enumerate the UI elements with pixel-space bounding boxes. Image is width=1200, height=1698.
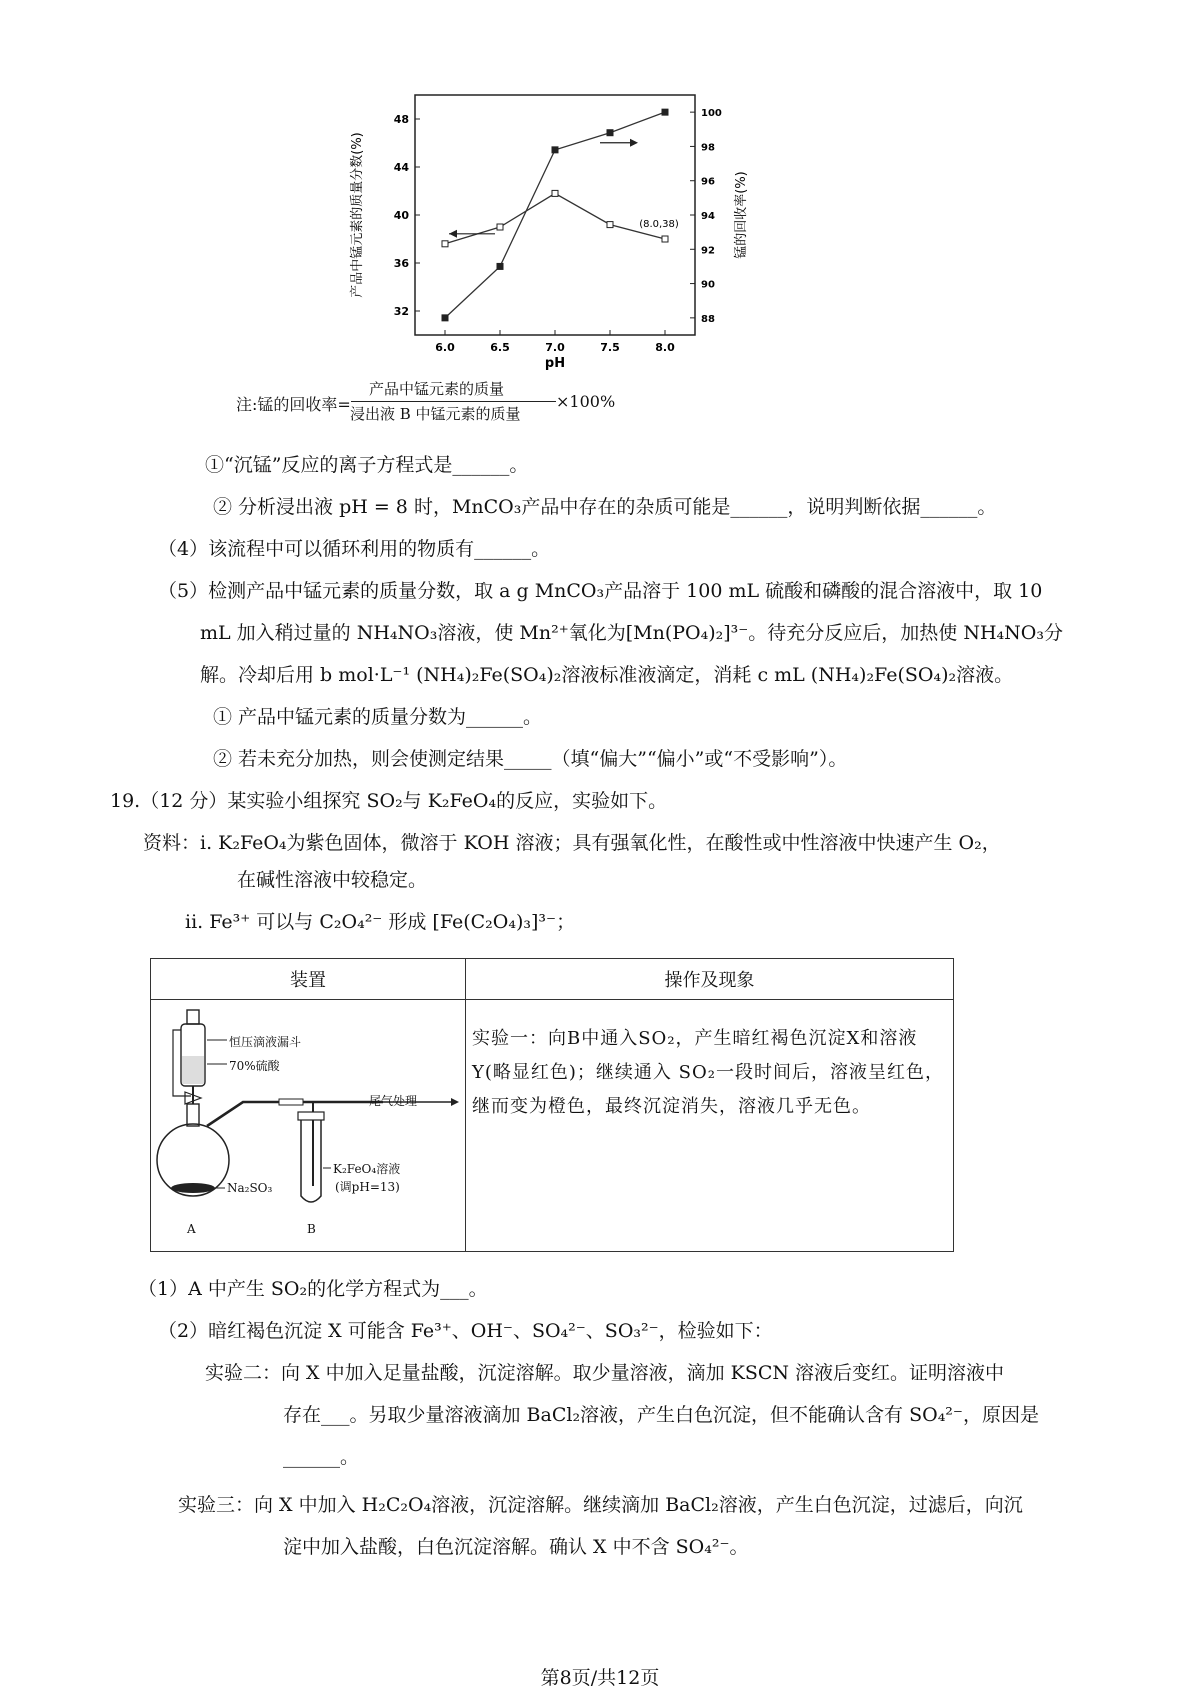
- exp3-line2: 淀中加入盐酸，白色沉淀溶解。确认 X 中不含 SO₄²⁻。: [283, 1536, 749, 1558]
- q3-item1: ①“沉锰”反应的离子方程式是______。: [205, 454, 529, 476]
- exp2-line2: 存在___。另取少量溶液滴加 BaCl₂溶液，产生白色沉淀，但不能确认含有 SO₄²⁻，原因是: [283, 1404, 1039, 1426]
- header-apparatus: 装置: [151, 959, 466, 1000]
- y-left-tick-label: 48: [393, 113, 409, 126]
- data-point-left: [442, 241, 448, 247]
- label-acid: 70%硫酸: [229, 1059, 280, 1073]
- label-k2feo4: K₂FeO₄溶液: [333, 1162, 401, 1176]
- q3-item2: ② 分析浸出液 pH = 8 时，MnCO₃产品中存在的杂质可能是______，说明判断依据______。: [213, 496, 997, 518]
- q19-part1: （1）A 中产生 SO₂的化学方程式为___。: [138, 1278, 488, 1300]
- label-ph: (调pH=13): [335, 1180, 400, 1194]
- recovery-note: [236, 382, 666, 422]
- x-axis-label: pH: [544, 356, 566, 371]
- y-right-tick-label: 96: [701, 176, 715, 188]
- data-point-left: [497, 224, 503, 230]
- q19-heading: 19.（12 分）某实验小组探究 SO₂与 K₂FeO₄的反应，实验如下。: [110, 790, 668, 812]
- x-tick-label: 7.5: [600, 341, 620, 354]
- q5-item2: ② 若未充分加热，则会使测定结果_____（填“偏大”“偏小”或“不受影响”）。: [213, 748, 848, 770]
- data-point-left: [552, 190, 558, 196]
- series-line-left: [445, 193, 665, 243]
- x-tick-label: 6.0: [435, 341, 455, 354]
- y-left-tick-label: 32: [393, 305, 409, 318]
- q4-text: （4）该流程中可以循环利用的物质有______。: [158, 538, 551, 560]
- label-a: A: [187, 1222, 196, 1236]
- operation-cell: [466, 1000, 954, 1252]
- y-right-tick-label: 100: [701, 108, 722, 120]
- label-funnel: 恒压滴液漏斗: [229, 1035, 302, 1049]
- right-axis-arrowhead: [630, 139, 638, 147]
- exp3-line1: 实验三：向 X 中加入 H₂C₂O₄溶液，沉淀溶解。继续滴加 BaCl₂溶液，产生白色沉淀，过滤后，向沉: [178, 1494, 1023, 1516]
- data-point-right: [497, 263, 503, 269]
- q5-item1: ① 产品中锰元素的质量分数为______。: [213, 706, 543, 728]
- q19-part2: （2）暗红褐色沉淀 X 可能含 Fe³⁺、OH⁻、SO₄²⁻、SO₃²⁻，检验如下：: [158, 1320, 773, 1342]
- experiment-table: [150, 958, 954, 1252]
- apparatus-cell: [151, 1000, 466, 1252]
- data-point-right: [662, 109, 668, 115]
- y-left-tick-label: 36: [393, 257, 409, 270]
- label-na2so3: Na₂SO₃: [227, 1181, 273, 1195]
- q5-line2: mL 加入稍过量的 NH₄NO₃溶液，使 Mn²⁺氧化为[Mn(PO₄)₂]³⁻。待充分反应后，加热使 NH₄NO₃分: [200, 622, 1063, 644]
- label-b: B: [307, 1222, 316, 1236]
- plot-frame: [415, 95, 695, 335]
- y-left-tick-label: 40: [393, 209, 409, 222]
- y-right-tick-label: 98: [701, 142, 715, 154]
- y-left-tick-label: 44: [393, 161, 409, 174]
- data-point-right: [552, 147, 558, 153]
- ph-chart: [345, 85, 765, 385]
- q5-line1: （5）检测产品中锰元素的质量分数，取 a g MnCO₃产品溶于 100 mL 硫酸和磷酸的混合溶液中，取 10: [158, 580, 1043, 602]
- left-axis-arrowhead: [449, 230, 457, 238]
- data-point-left: [607, 222, 613, 228]
- q19-info2: ii. Fe³⁺ 可以与 C₂O₄²⁻ 形成 [Fe(C₂O₄)₃]³⁻；: [185, 911, 576, 933]
- page-footer: 第8页/共12页: [540, 1667, 660, 1689]
- q5-line3: 解。冷却后用 b mol·L⁻¹ (NH₄)₂Fe(SO₄)₂溶液标准液滴定，消耗 c mL (NH₄)₂Fe(SO₄)₂溶液。: [200, 664, 1014, 686]
- header-operation: 操作及现象: [466, 959, 954, 1000]
- note-denominator: 浸出液 B 中锰元素的质量: [350, 405, 521, 423]
- y-right-tick-label: 94: [701, 211, 715, 222]
- y-left-axis-label: 产品中锰元素的质量分数(%): [350, 132, 365, 298]
- y-right-tick-label: 90: [701, 279, 715, 291]
- data-point-right: [442, 315, 448, 321]
- note-prefix: 注:锰的回收率=: [236, 395, 351, 414]
- exp2-line1: 实验二：向 X 中加入足量盐酸，沉淀溶解。取少量溶液，滴加 KSCN 溶液后变红。证明溶液中: [205, 1362, 1005, 1384]
- data-point-left: [662, 236, 668, 242]
- note-suffix: ×100%: [556, 392, 616, 411]
- y-right-tick-label: 92: [701, 245, 715, 257]
- experiment1-text: 实验一：向B中通入SO₂，产生暗红褐色沉淀X和溶液 Y(略显红色)；继续通入 SO₂一段时间后，溶液呈红色，继而变为橙色，最终沉淀消失，溶液几乎无色。: [472, 1028, 944, 1117]
- note-numerator: 产品中锰元素的质量: [369, 380, 505, 398]
- point-annotation: (8.0,38): [639, 219, 679, 230]
- data-point-right: [607, 130, 613, 136]
- apparatus-diagram: [151, 1000, 463, 1250]
- x-tick-label: 8.0: [655, 341, 675, 354]
- q19-info1-cont: 在碱性溶液中较稳定。: [237, 869, 428, 891]
- x-tick-label: 7.0: [545, 341, 565, 354]
- label-tail-gas: 尾气处理: [369, 1094, 418, 1108]
- y-right-tick-label: 88: [701, 313, 715, 325]
- q19-info1: 资料：i. K₂FeO₄为紫色固体，微溶于 KOH 溶液；具有强氧化性，在酸性或中性溶液中快速产生 O₂，: [143, 832, 1001, 854]
- exp2-line3: ______。: [283, 1446, 360, 1468]
- x-tick-label: 6.5: [490, 341, 510, 354]
- y-right-axis-label: 锰的回收率(%): [734, 171, 749, 259]
